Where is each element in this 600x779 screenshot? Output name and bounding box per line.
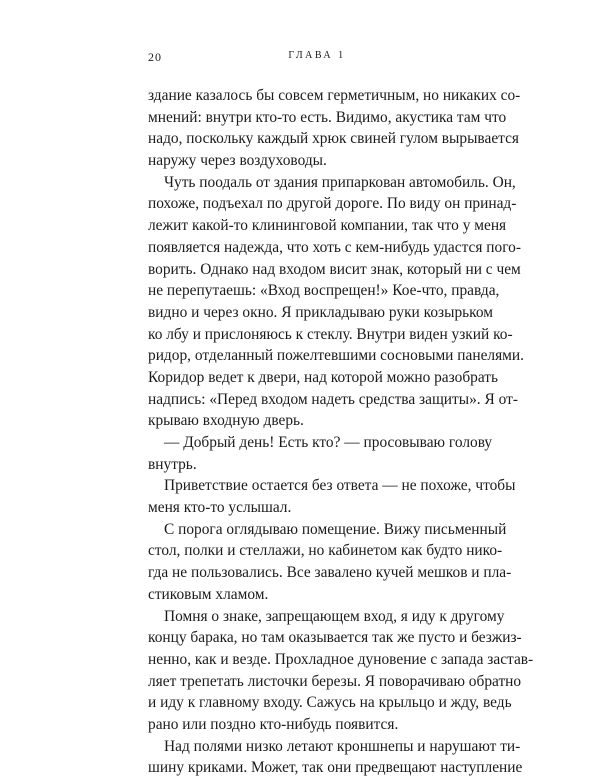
- text-line: наружу через воздуховоды.: [148, 152, 327, 170]
- text-line: внутрь.: [148, 455, 197, 473]
- text-line: ляет трепетать листочки березы. Я поворачиваю обратно: [148, 672, 522, 690]
- text-line: — Добрый день! Есть кто? — просовываю голову: [164, 434, 493, 451]
- text-line: видно и через окно. Я прикладываю руки козырьком: [148, 303, 494, 321]
- text-line: С порога оглядываю помещение. Вижу письменный: [164, 520, 507, 538]
- text-line: шину криками. Может, так они предвещают наступление: [148, 759, 523, 777]
- text-line: Чуть поодаль от здания припаркован автомобиль. Он,: [164, 173, 516, 191]
- text-line: надпись: «Перед входом надеть средства защиты». Я от-: [148, 390, 518, 408]
- text-line: рано или поздно кто-нибудь появится.: [148, 715, 399, 733]
- text-line: ридор, отделанный пожелтевшими сосновыми панелями.: [148, 347, 524, 365]
- text-line: лежит какой-то клининговой компании, так что у меня: [148, 217, 507, 235]
- text-line: Помня о знаке, запрещающем вход, я иду к другому: [164, 607, 505, 625]
- text-line: ко лбу и прислоняюсь к стеклу. Внутри виден узкий ко-: [148, 325, 513, 343]
- paragraph: [148, 606, 534, 736]
- paragraph: [148, 475, 516, 518]
- text-line: и иду к главному входу. Сажусь на крыльцо и жду, ведь: [148, 694, 512, 712]
- text-line: ненно, как и везде. Прохладное дуновение с запада застав-: [148, 650, 534, 668]
- paragraph: [148, 85, 521, 172]
- text-line: концу барака, но там оказывается так же пусто и безжиз-: [148, 629, 522, 647]
- paragraph: [148, 736, 523, 779]
- text-line: меня кто-то услышал.: [148, 499, 292, 517]
- text-line: стиковым хламом.: [148, 585, 269, 603]
- text-line: крываю входную дверь.: [148, 412, 304, 430]
- body-text: [148, 85, 534, 779]
- text-line: надо, поскольку каждый хрюк свиней гулом вырывается: [148, 130, 519, 148]
- text-line: ворить. Однако над входом висит знак, который ни с чем: [148, 260, 521, 278]
- text-line: появляется надежда, что хоть с кем-нибудь удастся пого-: [148, 238, 521, 256]
- text-line: похоже, подъехал по другой дороге. По виду он принад-: [148, 195, 517, 213]
- paragraph: [148, 432, 493, 475]
- page-number: 20: [148, 50, 162, 64]
- paragraph: [148, 172, 524, 432]
- paragraph: [148, 519, 512, 606]
- text-line: здание казалось бы совсем герметичным, но никаких со-: [148, 87, 521, 104]
- text-line: Приветствие остается без ответа — не похоже, чтобы: [164, 477, 516, 495]
- chapter-title: ГЛАВА 1: [288, 50, 346, 61]
- text-line: стол, полки и стеллажи, но кабинетом как будто нико-: [148, 542, 503, 560]
- text-line: не перепутаешь: «Вход воспрещен!» Кое-что, правда,: [148, 282, 500, 300]
- running-head: [148, 50, 486, 64]
- text-line: Над полями низко летают кроншнепы и нарушают ти-: [164, 737, 521, 755]
- text-line: мнений: внутри кто-то есть. Видимо, акустика там что: [148, 108, 507, 126]
- text-line: Коридор ведет к двери, над которой можно разобрать: [148, 368, 499, 386]
- text-line: гда не пользовались. Все завалено кучей мешков и пла-: [148, 564, 512, 582]
